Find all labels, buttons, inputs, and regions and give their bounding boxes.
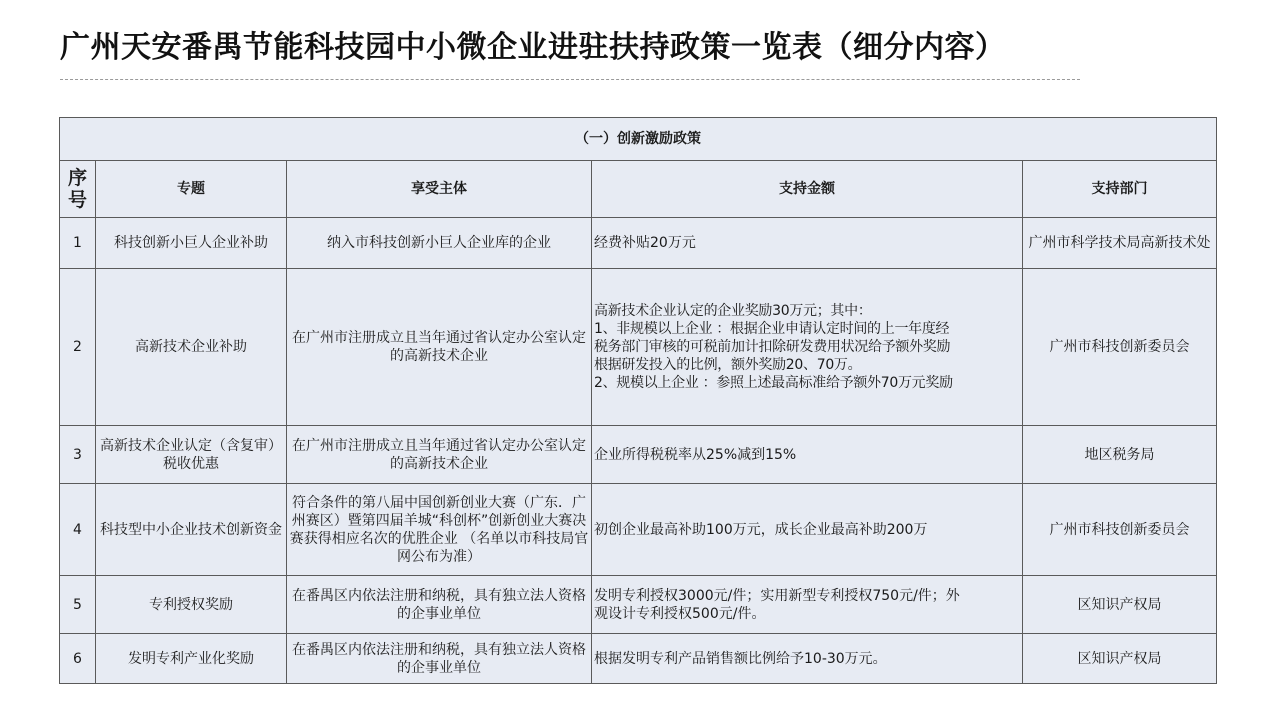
- amount-line: 税务部门审核的可税前加计扣除研发费用状况给予额外奖励: [594, 339, 951, 355]
- amount-line: 高新技术企业认定的企业奖励30万元；其中：: [594, 303, 872, 319]
- row-index: 5: [60, 576, 96, 634]
- column-header-topic: 专题: [96, 161, 287, 218]
- row-dept: 广州市科技创新委员会: [1023, 269, 1217, 426]
- column-header-index: 序号: [60, 161, 96, 218]
- section-title: （一）创新激励政策: [60, 118, 1217, 161]
- column-header-subject: 享受主体: [287, 161, 592, 218]
- header-row: [60, 161, 1217, 218]
- row-amount: [592, 426, 1023, 484]
- row-subject: 在广州市注册成立且当年通过省认定办公室认定的高新技术企业: [287, 269, 592, 426]
- row-subject: 在番禺区内依法注册和纳税，具有独立法人资格的企事业单位: [287, 634, 592, 684]
- table-row: [60, 218, 1217, 269]
- amount-line: 企业所得税税率从25%减到15%: [594, 446, 797, 463]
- row-amount: [592, 218, 1023, 269]
- amount-line: 发明专利授权3000元/件；实用新型专利授权750元/件；外: [594, 587, 960, 604]
- column-header-amount: 支持金额: [592, 161, 1023, 218]
- table-row: [60, 576, 1217, 634]
- section-title-row: [60, 118, 1217, 161]
- amount-line: 2、规模以上企业 ：参照上述最高标准给予额外70万元奖励: [594, 375, 953, 391]
- row-topic: 科技型中小企业技术创新资金: [96, 484, 287, 576]
- table-row: [60, 269, 1217, 426]
- policy-table: [59, 117, 1217, 684]
- row-index: 4: [60, 484, 96, 576]
- row-index: 3: [60, 426, 96, 484]
- row-subject: 在广州市注册成立且当年通过省认定办公室认定的高新技术企业: [287, 426, 592, 484]
- row-topic: 高新技术企业补助: [96, 269, 287, 426]
- row-amount: [592, 576, 1023, 634]
- row-index: 6: [60, 634, 96, 684]
- amount-line: 观设计专利授权500元/件。: [594, 605, 766, 622]
- table-row: [60, 426, 1217, 484]
- row-subject: 纳入市科技创新小巨人企业库的企业: [287, 218, 592, 269]
- row-topic: 科技创新小巨人企业补助: [96, 218, 287, 269]
- row-dept: 广州市科学技术局高新技术处: [1023, 218, 1217, 269]
- row-topic: 专利授权奖励: [96, 576, 287, 634]
- row-amount: [592, 634, 1023, 684]
- page-title: 广州天安番禺节能科技园中小微企业进驻扶持政策一览表（细分内容）: [60, 30, 1006, 65]
- row-dept: 地区税务局: [1023, 426, 1217, 484]
- row-topic: 高新技术企业认定（含复审）税收优惠: [96, 426, 287, 484]
- title-divider: [60, 79, 1080, 80]
- row-dept: 区知识产权局: [1023, 576, 1217, 634]
- amount-line: 1、非规模以上企业 ：根据企业申请认定时间的上一年度经: [594, 321, 950, 337]
- row-dept: 广州市科技创新委员会: [1023, 484, 1217, 576]
- table-row: [60, 484, 1217, 576]
- row-amount: [592, 269, 1023, 426]
- table-row: [60, 634, 1217, 684]
- column-header-dept: 支持部门: [1023, 161, 1217, 218]
- row-subject: 在番禺区内依法注册和纳税，具有独立法人资格的企事业单位: [287, 576, 592, 634]
- amount-line: 经费补贴20万元: [594, 235, 696, 251]
- row-topic: 发明专利产业化奖励: [96, 634, 287, 684]
- row-subject: 符合条件的第八届中国创新创业大赛（广东．广州赛区）暨第四届羊城“科创杯”创新创业大赛决赛获得相应名次的优胜企业 （名单以市科技局官网公布为准）: [287, 484, 592, 576]
- row-index: 2: [60, 269, 96, 426]
- row-index: 1: [60, 218, 96, 269]
- row-amount: [592, 484, 1023, 576]
- amount-line: 初创企业最高补助100万元，成长企业最高补助200万: [594, 521, 928, 538]
- amount-line: 根据发明专利产品销售额比例给予10-30万元。: [594, 650, 887, 667]
- amount-line: 根据研发投入的比例，额外奖励20、70万。: [594, 357, 862, 373]
- row-dept: 区知识产权局: [1023, 634, 1217, 684]
